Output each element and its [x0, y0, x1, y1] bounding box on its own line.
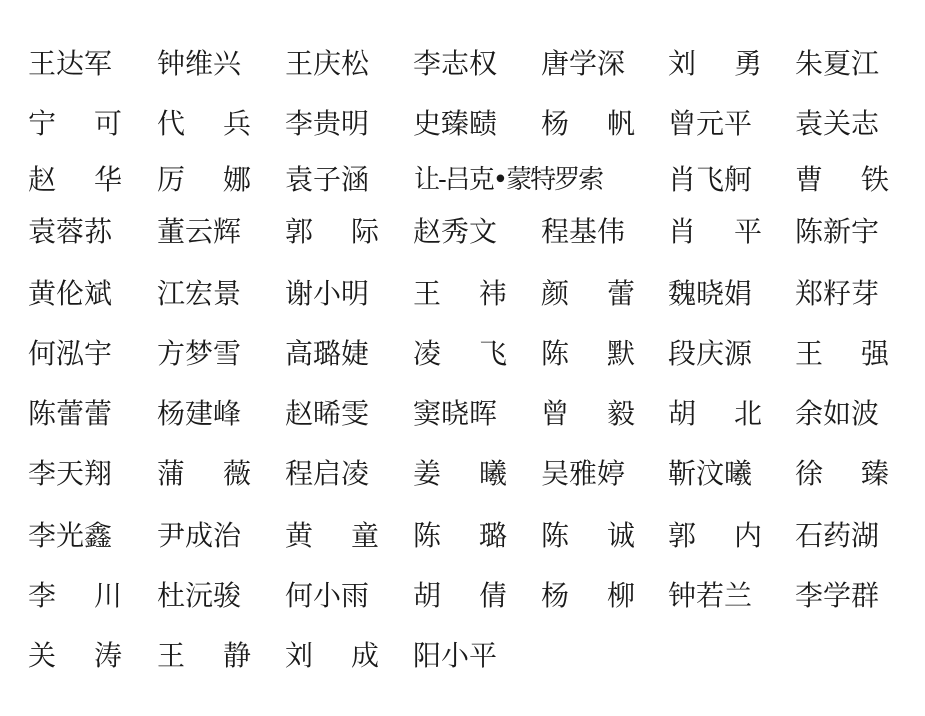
- name-char: 赵: [28, 163, 57, 196]
- name-entry: 程基伟: [541, 215, 626, 248]
- name-char: 默: [606, 337, 635, 370]
- name-entry: 钟维兴: [157, 47, 242, 80]
- name-entry: [157, 158, 251, 202]
- name-char: 曾: [541, 397, 570, 430]
- name-char: 飞: [478, 337, 507, 370]
- name-char: 童: [350, 519, 379, 552]
- name-entry: 袁关志: [795, 107, 880, 140]
- name-char: 曦: [478, 457, 507, 490]
- name-entry: 肖飞舸: [668, 163, 753, 196]
- name-char: 蒲: [157, 457, 186, 490]
- name-entry: 窦晓晖: [413, 397, 498, 430]
- name-char: 兵: [222, 107, 251, 140]
- name-char: 铁: [860, 163, 889, 196]
- name-char: 黄: [285, 519, 314, 552]
- name-entry: 李学群: [795, 579, 880, 612]
- name-entry: [668, 42, 762, 86]
- name-entry: 魏晓娟: [668, 277, 753, 310]
- name-entry: [285, 634, 379, 678]
- name-char: 川: [93, 579, 122, 612]
- name-char: 杨: [541, 579, 570, 612]
- name-entry: [541, 574, 635, 618]
- name-row: [0, 210, 925, 254]
- name-entry: [157, 634, 251, 678]
- name-entry: 杨建峰: [157, 397, 242, 430]
- name-entry: 谢小明: [285, 277, 370, 310]
- name-row: [0, 634, 925, 678]
- name-entry: [541, 102, 635, 146]
- name-char: 王: [413, 277, 442, 310]
- name-entry: 董云辉: [157, 215, 242, 248]
- name-entry: [795, 158, 889, 202]
- name-char: 诚: [606, 519, 635, 552]
- name-entry: 李志权: [413, 47, 498, 80]
- name-entry: 尹成治: [157, 519, 242, 552]
- name-entry: 王达军: [28, 47, 113, 80]
- name-char: 帆: [606, 107, 635, 140]
- name-entry: 高璐婕: [285, 337, 370, 370]
- name-char: 姜: [413, 457, 442, 490]
- name-char: 强: [860, 337, 889, 370]
- name-entry: 曾元平: [668, 107, 753, 140]
- name-entry: [413, 574, 507, 618]
- name-entry: [795, 452, 889, 496]
- name-char: 勇: [733, 47, 762, 80]
- name-row: [0, 272, 925, 316]
- name-char: 宁: [28, 107, 57, 140]
- name-entry: 王庆松: [285, 47, 370, 80]
- name-char: 颜: [541, 277, 570, 310]
- name-entry: 让-吕克•蒙特罗索: [414, 165, 603, 195]
- name-char: 璐: [478, 519, 507, 552]
- name-entry: [157, 102, 251, 146]
- name-entry: 石药湖: [795, 519, 880, 552]
- name-char: 李: [28, 579, 57, 612]
- name-entry: 阳小平: [413, 639, 498, 672]
- name-entry: 郑籽芽: [795, 277, 880, 310]
- name-entry: [285, 210, 379, 254]
- name-char: 臻: [860, 457, 889, 490]
- name-char: 内: [733, 519, 762, 552]
- name-entry: [668, 514, 762, 558]
- name-entry: 靳汶曦: [668, 457, 753, 490]
- name-entry: [668, 392, 762, 436]
- name-char: 徐: [795, 457, 824, 490]
- name-entry: 何小雨: [285, 579, 370, 612]
- name-row: [0, 392, 925, 436]
- name-entry: [541, 392, 635, 436]
- name-char: 关: [28, 639, 57, 672]
- name-entry: 李天翔: [28, 457, 113, 490]
- name-row: [0, 574, 925, 618]
- name-char: 刘: [285, 639, 314, 672]
- name-entry: 何泓宇: [28, 337, 113, 370]
- name-char: 北: [733, 397, 762, 430]
- name-char: 曹: [795, 163, 824, 196]
- name-char: 王: [157, 639, 186, 672]
- name-entry: [413, 272, 507, 316]
- name-char: 陈: [413, 519, 442, 552]
- name-entry: 吴雅婷: [541, 457, 626, 490]
- name-char: 胡: [668, 397, 697, 430]
- name-char: 柳: [606, 579, 635, 612]
- name-entry: 史臻赜: [413, 107, 498, 140]
- name-entry: [541, 272, 635, 316]
- name-row: [0, 452, 925, 496]
- name-char: 成: [350, 639, 379, 672]
- name-entry: 余如波: [795, 397, 880, 430]
- name-char: 静: [222, 639, 251, 672]
- name-entry: 方梦雪: [157, 337, 242, 370]
- name-char: 蕾: [606, 277, 635, 310]
- name-entry: 黄伦斌: [28, 277, 113, 310]
- name-char: 肖: [668, 215, 697, 248]
- name-char: 刘: [668, 47, 697, 80]
- name-entry: [541, 514, 635, 558]
- name-entry: 杜沅骏: [157, 579, 242, 612]
- name-entry: [413, 514, 507, 558]
- name-entry: 袁蓉荪: [28, 215, 113, 248]
- name-char: 祎: [478, 277, 507, 310]
- name-char: 王: [795, 337, 824, 370]
- name-char: 郭: [668, 519, 697, 552]
- name-char: 胡: [413, 579, 442, 612]
- name-row: [0, 158, 925, 202]
- name-char: 陈: [541, 337, 570, 370]
- name-row: [0, 332, 925, 376]
- name-entry: 段庆源: [668, 337, 753, 370]
- name-char: 凌: [413, 337, 442, 370]
- name-row: [0, 514, 925, 558]
- name-entry: 赵晞雯: [285, 397, 370, 430]
- name-entry: 钟若兰: [668, 579, 753, 612]
- name-row: [0, 102, 925, 146]
- name-entry: 袁子涵: [285, 163, 370, 196]
- name-entry: 陈新宇: [795, 215, 880, 248]
- name-entry: [28, 574, 122, 618]
- name-entry: [413, 452, 507, 496]
- name-entry: [668, 210, 762, 254]
- name-char: 郭: [285, 215, 314, 248]
- name-entry: 李贵明: [285, 107, 370, 140]
- name-char: 涛: [93, 639, 122, 672]
- name-entry: 唐学深: [541, 47, 626, 80]
- name-char: 毅: [606, 397, 635, 430]
- name-char: 陈: [541, 519, 570, 552]
- name-entry: [285, 514, 379, 558]
- name-entry: 朱夏江: [795, 47, 880, 80]
- name-char: 华: [93, 163, 122, 196]
- name-char: 倩: [478, 579, 507, 612]
- name-entry: [541, 332, 635, 376]
- name-char: 薇: [222, 457, 251, 490]
- name-entry: [28, 158, 122, 202]
- name-entry: 陈蕾蕾: [28, 397, 113, 430]
- name-row: [0, 42, 925, 86]
- name-entry: 程启凌: [285, 457, 370, 490]
- name-entry: [413, 332, 507, 376]
- name-char: 杨: [541, 107, 570, 140]
- name-entry: 江宏景: [157, 277, 242, 310]
- name-entry: [157, 452, 251, 496]
- name-char: 可: [93, 107, 122, 140]
- name-char: 平: [733, 215, 762, 248]
- name-char: 代: [157, 107, 186, 140]
- name-entry: [28, 634, 122, 678]
- name-entry: [795, 332, 889, 376]
- name-entry: 李光鑫: [28, 519, 113, 552]
- name-char: 娜: [222, 163, 251, 196]
- name-entry: [28, 102, 122, 146]
- name-entry: 赵秀文: [413, 215, 498, 248]
- name-char: 厉: [157, 163, 186, 196]
- name-char: 际: [350, 215, 379, 248]
